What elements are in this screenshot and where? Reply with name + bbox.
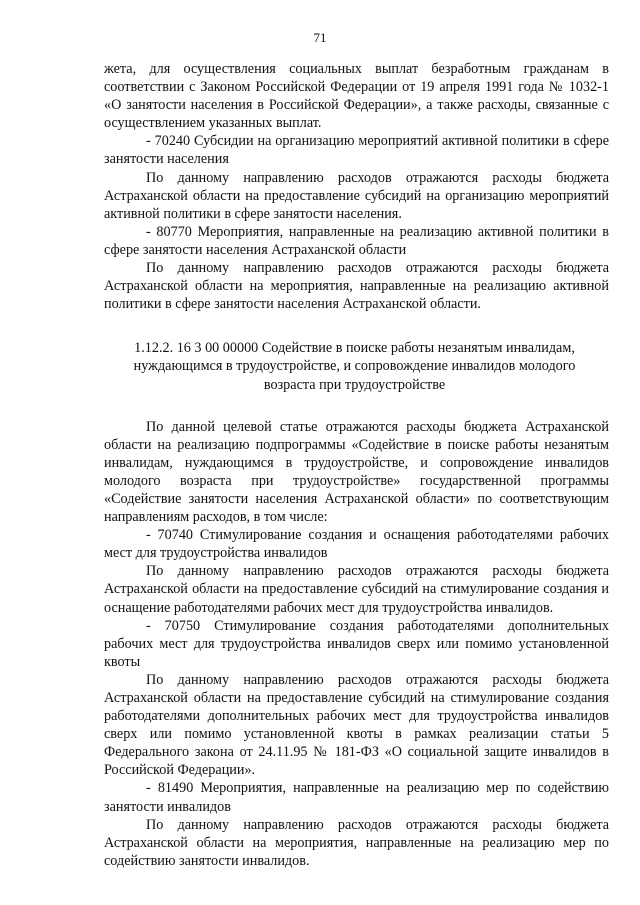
expense-description: По данному направлению расходов отражаются расходы бюджета Астраханской области на предоставление субсидий на организацию мероприятий активной политики в сфере занятости населения. xyxy=(104,169,609,222)
expense-description: По данному направлению расходов отражаются расходы бюджета Астраханской области на предоставление субсидий на стимулирование создания работодателями дополнительных рабочих мест для трудоустройства инвалидов сверх или помимо установленной квоты в рамках реализации статьи 5 Федерального закона от 24.11.95 № 181-ФЗ «О социальной защите инвалидов в Российской Федерации». xyxy=(104,671,609,779)
page-content xyxy=(104,60,609,870)
expense-item-80770: - 80770 Мероприятия, направленные на реализацию активной политики в сфере занятости населения Астраханской области xyxy=(104,223,609,258)
expense-item-70750: - 70750 Стимулирование создания работодателями дополнительных рабочих мест для трудоустройства инвалидов сверх или помимо установленной квоты xyxy=(104,617,609,670)
section-intro-paragraph: По данной целевой статье отражаются расходы бюджета Астраханской области на реализацию подпрограммы «Содействие в поиске работы незанятым инвалидам, нуждающимся в трудоустройстве, и сопровождение инвалидов молодого возраста при трудоустройстве» государственной программы «Содействие занятости населения Астраханской области» по соответствующим направлениям расходов, в том числе: xyxy=(104,418,609,526)
expense-item-70740: - 70740 Стимулирование создания и оснащения работодателями рабочих мест для трудоустройства инвалидов xyxy=(104,527,609,562)
expense-item-70240: - 70240 Субсидии на организацию мероприятий активной политики в сфере занятости населения xyxy=(104,133,609,168)
expense-description: По данному направлению расходов отражаются расходы бюджета Астраханской области на мероприятия, направленные на реализацию мер по содействию занятости инвалидов. xyxy=(104,816,609,869)
expense-item-81490: - 81490 Мероприятия, направленные на реализацию мер по содействию занятости инвалидов xyxy=(104,780,609,815)
section-heading: 1.12.2. 16 3 00 00000 Содействие в поиске работы незанятым инвалидам, нуждающимся в трудоустройстве, и сопровождение инвалидов молодого возраста при трудоустройстве xyxy=(133,340,576,393)
page-number: 71 xyxy=(313,30,327,45)
paragraph-continuation: жета, для осуществления социальных выплат безработным гражданам в соответствии с Законом Российской Федерации от 19 апреля 1991 года № 1032-1 «О занятости населения в Российской Федерации», а также расходы, связанные с осуществлением указанных выплат. xyxy=(104,61,609,132)
expense-description: По данному направлению расходов отражаются расходы бюджета Астраханской области на предоставление субсидий на стимулирование создания и оснащение работодателями рабочих мест для трудоустройства инвалидов. xyxy=(104,563,609,616)
expense-description: По данному направлению расходов отражаются расходы бюджета Астраханской области на мероприятия, направленные на реализацию активной политики в сфере занятости населения Астраханской области. xyxy=(104,260,609,313)
